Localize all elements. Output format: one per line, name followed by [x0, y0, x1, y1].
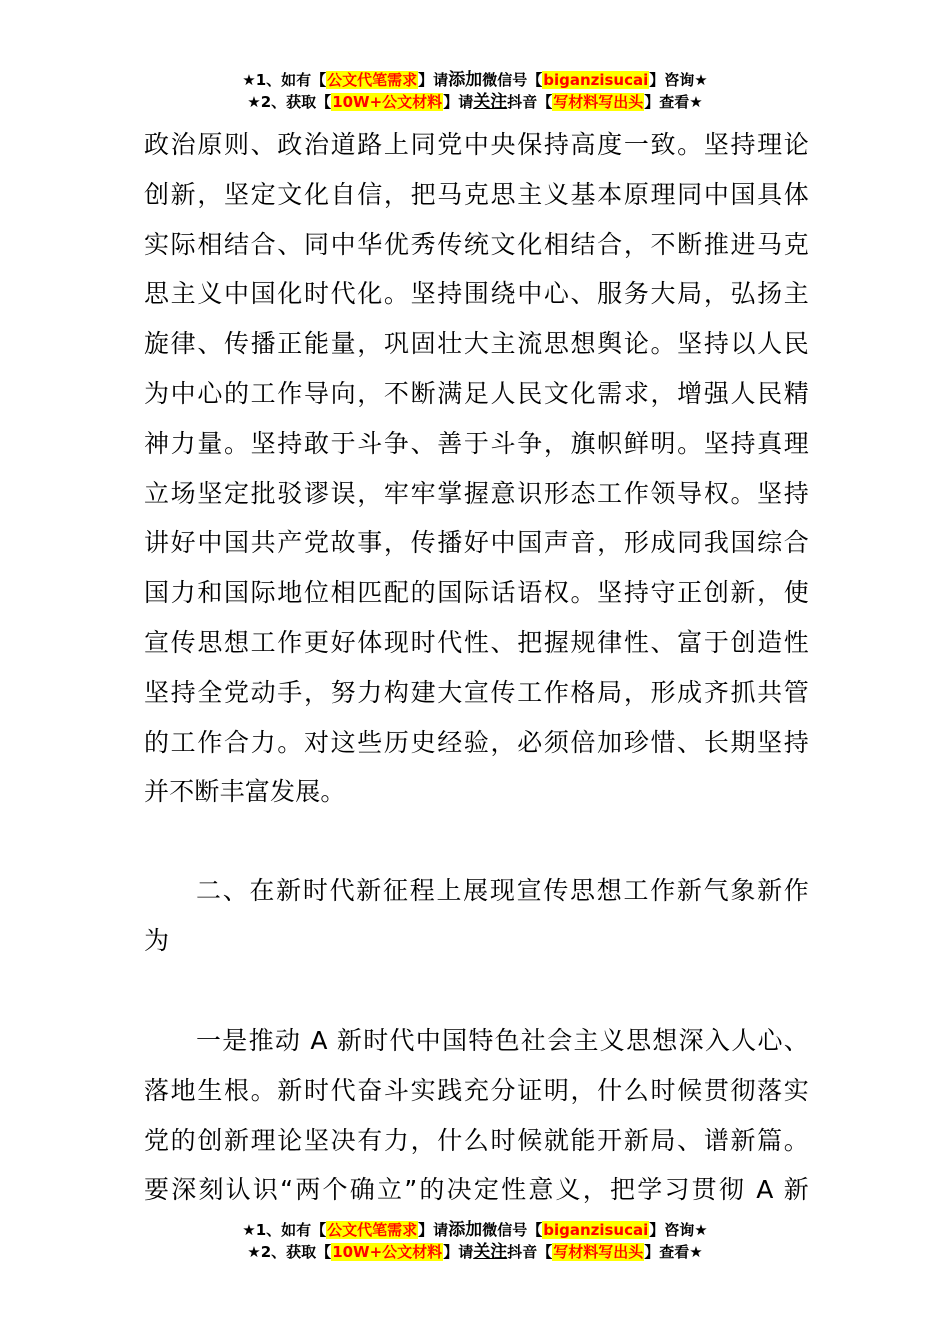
banner-highlight: 公文代笔需求 [327, 1221, 418, 1239]
banner-text: 微信号【 [482, 71, 543, 89]
banner-wechat-id: biganzisucai [543, 1221, 649, 1239]
text-line: 一是推动 A 新时代中国特色社会主义思想深入人心、 [196, 1026, 809, 1055]
text-line: 实际相结合、同中华优秀传统文化相结合，不断推进马克 [144, 229, 809, 259]
heading-line: 二、在新时代新征程上展现宣传思想工作新气象新作 [196, 876, 809, 905]
banner-text: 】请 [418, 1221, 449, 1239]
banner-text: 】请 [443, 1243, 474, 1261]
paragraph-2 [144, 1016, 809, 1215]
banner-douyin-id: 写材料写出头 [553, 93, 644, 111]
banner-highlight: 公文代笔需求 [327, 71, 418, 89]
banner-emphasis: 关注 [473, 92, 508, 112]
banner-highlight: 10W+公文材料 [332, 93, 443, 111]
banner-wechat-id: biganzisucai [543, 71, 649, 89]
text-line: 党的创新理论坚决有力，什么时候就能开新局、谱新篇。 [144, 1125, 809, 1155]
banner-text: 】咨询★ [649, 1221, 708, 1239]
banner-text: ★2、获取【 [247, 1243, 332, 1261]
banner-line-1 [0, 1219, 950, 1241]
banner-text: 】查看★ [644, 93, 703, 111]
banner-text: 】咨询★ [649, 71, 708, 89]
top-banner [0, 69, 950, 113]
text-line: 政治原则、政治道路上同党中央保持高度一致。坚持理论 [144, 130, 809, 159]
text-line: 并不断丰富发展。 [144, 777, 346, 807]
text-line: 坚持全党动手，努力构建大宣传工作格局，形成齐抓共管 [144, 677, 809, 707]
text-line: 为中心的工作导向，不断满足人民文化需求，增强人民精 [144, 378, 809, 408]
banner-douyin-id: 写材料写出头 [553, 1243, 644, 1261]
banner-text: 】请 [443, 93, 474, 111]
text-line: 神力量。坚持敢于斗争、善于斗争，旗帜鲜明。坚持真理 [144, 428, 809, 458]
text-line: 的工作合力。对这些历史经验，必须倍加珍惜、长期坚持 [144, 727, 809, 757]
text-line: 创新，坚定文化自信，把马克思主义基本原理同中国具体 [144, 179, 809, 209]
banner-emphasis: 添加 [448, 1220, 483, 1240]
text-line: 国力和国际地位相匹配的国际话语权。坚持守正创新，使 [144, 578, 809, 608]
text-line: 旋律、传播正能量，巩固壮大主流思想舆论。坚持以人民 [144, 329, 809, 359]
banner-line-2 [0, 1241, 950, 1263]
banner-text: 】查看★ [644, 1243, 703, 1261]
heading-line: 为 [144, 925, 170, 955]
banner-highlight: 10W+公文材料 [332, 1243, 443, 1261]
text-line: 立场坚定批驳谬误，牢牢掌握意识形态工作领导权。坚持 [144, 478, 809, 508]
banner-text: ★1、如有【 [242, 1221, 327, 1239]
text-line: 思主义中国化时代化。坚持围绕中心、服务大局，弘扬主 [144, 279, 809, 309]
banner-text: 抖音【 [507, 1243, 553, 1261]
banner-text: ★2、获取【 [247, 93, 332, 111]
banner-emphasis: 关注 [473, 1242, 508, 1262]
banner-line-2 [0, 91, 950, 113]
banner-text: ★1、如有【 [242, 71, 327, 89]
bottom-banner [0, 1219, 950, 1263]
banner-line-1 [0, 69, 950, 91]
text-line: 要深刻认识“两个确立”的决定性意义，把学习贯彻 A 新 [144, 1175, 809, 1205]
banner-text: 】请 [418, 71, 449, 89]
banner-emphasis: 添加 [448, 70, 483, 90]
section-heading [144, 866, 809, 966]
text-line: 落地生根。新时代奋斗实践充分证明，什么时候贯彻落实 [144, 1075, 809, 1105]
banner-text: 抖音【 [507, 93, 553, 111]
text-line: 宣传思想工作更好体现时代性、把握规律性、富于创造性 [144, 627, 809, 657]
text-line: 讲好中国共产党故事，传播好中国声音，形成同我国综合 [144, 528, 809, 558]
banner-text: 微信号【 [482, 1221, 543, 1239]
paragraph-1 [144, 120, 809, 817]
